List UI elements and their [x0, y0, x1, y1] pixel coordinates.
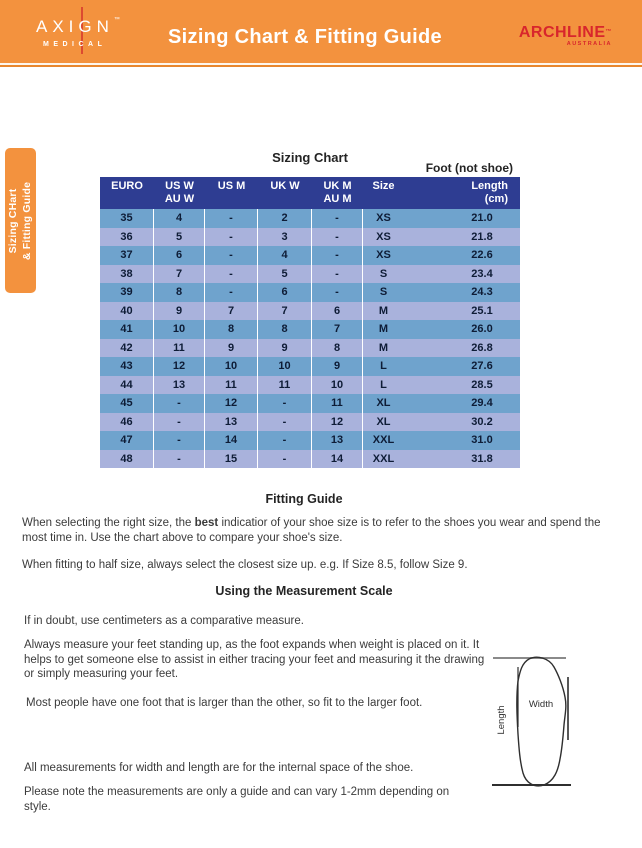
table-cell: M	[378, 323, 389, 335]
table-cell: 42	[100, 339, 154, 358]
table-cell: L	[380, 360, 387, 372]
table-cell: S	[379, 286, 388, 298]
table-row	[100, 246, 520, 265]
table-cell: -	[312, 209, 363, 228]
table-cell: 7	[312, 320, 363, 339]
table-cell: 11	[205, 376, 258, 395]
table-header-row	[100, 177, 520, 209]
table-cell: 5	[258, 265, 312, 284]
measurement-paragraph-2: Always measure your feet standing up, as the foot expands when weight is placed on it. It helps to get someone else to assist in either tracing your feet and measuring it the drawing or simply measuring your feet.	[24, 639, 485, 680]
table-cell: -	[154, 394, 205, 413]
table-cell: 12	[205, 394, 258, 413]
measurement-paragraph-4: All measurements for width and length are for the internal space of the shoe.	[24, 762, 414, 774]
table-cell: -	[154, 450, 205, 469]
table-cell: 43	[100, 357, 154, 376]
table-cell: 26.0	[471, 323, 493, 335]
paragraph-bold-text: best	[194, 517, 219, 529]
table-cell: 13	[205, 413, 258, 432]
table-cell: 48	[100, 450, 154, 469]
table-cell: 7	[205, 302, 258, 321]
column-header-sublabel: AU W	[164, 193, 195, 205]
column-header-label: US M	[217, 180, 246, 192]
side-tab	[5, 148, 36, 293]
column-header-size	[363, 177, 420, 209]
axign-logo-name	[36, 17, 146, 37]
measurement-paragraph-5: Please note the measurements are only a guide and can vary 1-2mm depending on style.	[24, 786, 450, 813]
table-cell: 9	[154, 302, 205, 321]
table-cell: -	[258, 413, 312, 432]
table-cell: 5	[154, 228, 205, 247]
table-cell: XS	[376, 249, 391, 261]
table-cell: 29.4	[471, 397, 493, 409]
table-cell: -	[258, 431, 312, 450]
table-cell: -	[258, 450, 312, 469]
table-cell: 12	[154, 357, 205, 376]
column-header-ukw	[258, 177, 312, 209]
table-cell: 6	[258, 283, 312, 302]
table-body	[100, 209, 520, 468]
table-row	[100, 320, 520, 339]
table-cell: 10	[258, 357, 312, 376]
column-header-usm	[205, 177, 258, 209]
table-row	[100, 302, 520, 321]
table-cell: 46	[100, 413, 154, 432]
table-cell: -	[258, 394, 312, 413]
table-cell: -	[205, 209, 258, 228]
archline-logo-text: ARCHLINE	[518, 24, 606, 41]
table-cell: M	[378, 304, 389, 317]
column-header-label: UK W	[270, 180, 300, 192]
header-band	[0, 0, 642, 63]
table-cell: -	[154, 431, 205, 450]
table-cell: 8	[312, 339, 363, 358]
table-cell: XS	[376, 212, 391, 224]
table-cell: 44	[100, 376, 154, 395]
table-row	[100, 283, 520, 302]
table-cell: 8	[154, 283, 205, 302]
table-cell: XXL	[372, 452, 395, 465]
table-cell: 25.1	[471, 304, 493, 317]
fitting-guide-paragraph-1	[22, 516, 608, 545]
table-cell: 6	[312, 302, 363, 321]
column-header-length	[420, 177, 520, 209]
paragraph-text: indicatior of your shoe size is to refer to the shoes you wear and spend the most time in. Use the chart above to compare your shoe's size.	[22, 517, 601, 544]
table-cell: 9	[312, 357, 363, 376]
sizing-chart-heading: Sizing Chart	[272, 150, 348, 165]
header-rule	[0, 65, 642, 67]
axign-logo-sub: MEDICAL	[43, 41, 107, 48]
paragraph-text: When selecting the right size, the	[22, 517, 195, 529]
table-cell: XXL	[372, 434, 395, 446]
archline-trademark: ™	[605, 29, 612, 35]
table-cell: 7	[258, 302, 312, 321]
side-tab-line1: Sizing CHart	[6, 188, 19, 253]
column-header-label: EURO	[111, 180, 143, 192]
table-cell: 36	[100, 228, 154, 247]
measurement-scale-heading: Using the Measurement Scale	[215, 584, 393, 598]
side-tab-label	[6, 148, 36, 293]
table-cell: 12	[312, 413, 363, 432]
table-row	[100, 431, 520, 450]
table-cell: XL	[376, 397, 391, 409]
table-cell: 10	[312, 376, 363, 395]
table-cell: -	[205, 246, 258, 265]
table-cell: -	[205, 228, 258, 247]
table-cell: 22.6	[471, 249, 493, 261]
table-cell: 14	[312, 450, 363, 469]
foot-outline	[517, 657, 566, 786]
table-cell: 13	[154, 376, 205, 395]
column-header-sublabel: (cm)	[484, 193, 508, 205]
table-row	[100, 450, 520, 469]
table-row	[100, 413, 520, 432]
column-header-label: Size	[372, 180, 395, 192]
table-cell: -	[205, 265, 258, 284]
column-header-label: Length	[471, 180, 508, 192]
table-cell: 38	[100, 265, 154, 284]
table-cell: 2	[258, 209, 312, 228]
table-cell: 31.0	[471, 434, 493, 446]
table-row	[100, 228, 520, 247]
measurement-paragraph-1: If in doubt, use centimeters as a comparative measure.	[24, 615, 304, 627]
column-header-ukm	[312, 177, 363, 209]
table-cell: 24.3	[471, 286, 493, 298]
foot-measurement-diagram	[475, 630, 642, 800]
table-cell: -	[312, 283, 363, 302]
table-cell: 3	[258, 228, 312, 247]
length-label: Length	[496, 705, 507, 735]
archline-logo	[519, 25, 612, 47]
table-cell: 27.6	[471, 360, 493, 372]
column-header-sublabel: AU M	[323, 193, 352, 205]
table-cell: 7	[154, 265, 205, 284]
table-cell: 28.5	[471, 378, 493, 391]
table-cell: 11	[154, 339, 205, 358]
table-cell: 9	[205, 339, 258, 358]
table-cell: 23.4	[471, 267, 493, 280]
table-cell: 21.0	[471, 212, 493, 224]
measurement-paragraph-3: Most people have one foot that is larger than the other, so fit to the larger foot.	[26, 697, 423, 709]
column-header-label: US W	[165, 180, 194, 192]
table-cell: 8	[205, 320, 258, 339]
archline-logo-sub: AUSTRALIA	[566, 41, 612, 47]
width-label: Width	[528, 699, 554, 710]
table-cell: 10	[154, 320, 205, 339]
table-row	[100, 357, 520, 376]
table-cell: 35	[100, 209, 154, 228]
table-cell: M	[378, 341, 389, 354]
table-cell: 11	[258, 376, 312, 395]
table-cell: -	[205, 283, 258, 302]
axign-logo-text: AXIGN	[36, 17, 114, 36]
table-cell: 31.8	[471, 452, 493, 465]
table-cell: 26.8	[471, 341, 493, 354]
table-cell: 41	[100, 320, 154, 339]
table-cell: 21.8	[471, 230, 493, 243]
table-cell: -	[154, 413, 205, 432]
table-cell: 6	[154, 246, 205, 265]
table-cell: 47	[100, 431, 154, 450]
foot-not-shoe-label: Foot (not shoe)	[425, 161, 513, 175]
table-cell: 14	[205, 431, 258, 450]
table-cell: -	[312, 246, 363, 265]
table-cell: -	[312, 228, 363, 247]
axign-trademark: ™	[113, 17, 120, 23]
column-header-label: UK M	[323, 180, 352, 192]
axign-logo	[36, 17, 146, 48]
table-cell: 37	[100, 246, 154, 265]
table-row	[100, 265, 520, 284]
table-cell: XS	[376, 230, 391, 243]
table-cell: -	[312, 265, 363, 284]
table-row	[100, 339, 520, 358]
table-row	[100, 376, 520, 395]
table-cell: S	[379, 267, 388, 280]
table-cell: 8	[258, 320, 312, 339]
table-cell: 45	[100, 394, 154, 413]
archline-logo-name	[519, 25, 612, 40]
column-header-usw	[154, 177, 205, 209]
fitting-guide-paragraph-2: When fitting to half size, always select the closest size up. e.g. If Size 8.5, follow Size 9.	[22, 559, 468, 571]
table-cell: 9	[258, 339, 312, 358]
column-header-euro	[100, 177, 154, 209]
table-cell: 39	[100, 283, 154, 302]
table-row	[100, 394, 520, 413]
table-cell: 10	[205, 357, 258, 376]
table-cell: 13	[312, 431, 363, 450]
side-tab-line2: & Fitting Guide	[20, 181, 33, 260]
table-cell: 4	[258, 246, 312, 265]
sizing-table	[100, 177, 520, 468]
table-cell: 11	[312, 394, 363, 413]
table-cell: 15	[205, 450, 258, 469]
table-row	[100, 209, 520, 228]
table-cell: XL	[376, 415, 391, 428]
fitting-guide-heading: Fitting Guide	[265, 492, 343, 506]
table-cell: 4	[154, 209, 205, 228]
page-title: Sizing Chart & Fitting Guide	[168, 26, 442, 48]
table-cell: 30.2	[471, 415, 493, 428]
table-cell: 40	[100, 302, 154, 321]
table-cell: L	[380, 378, 387, 391]
